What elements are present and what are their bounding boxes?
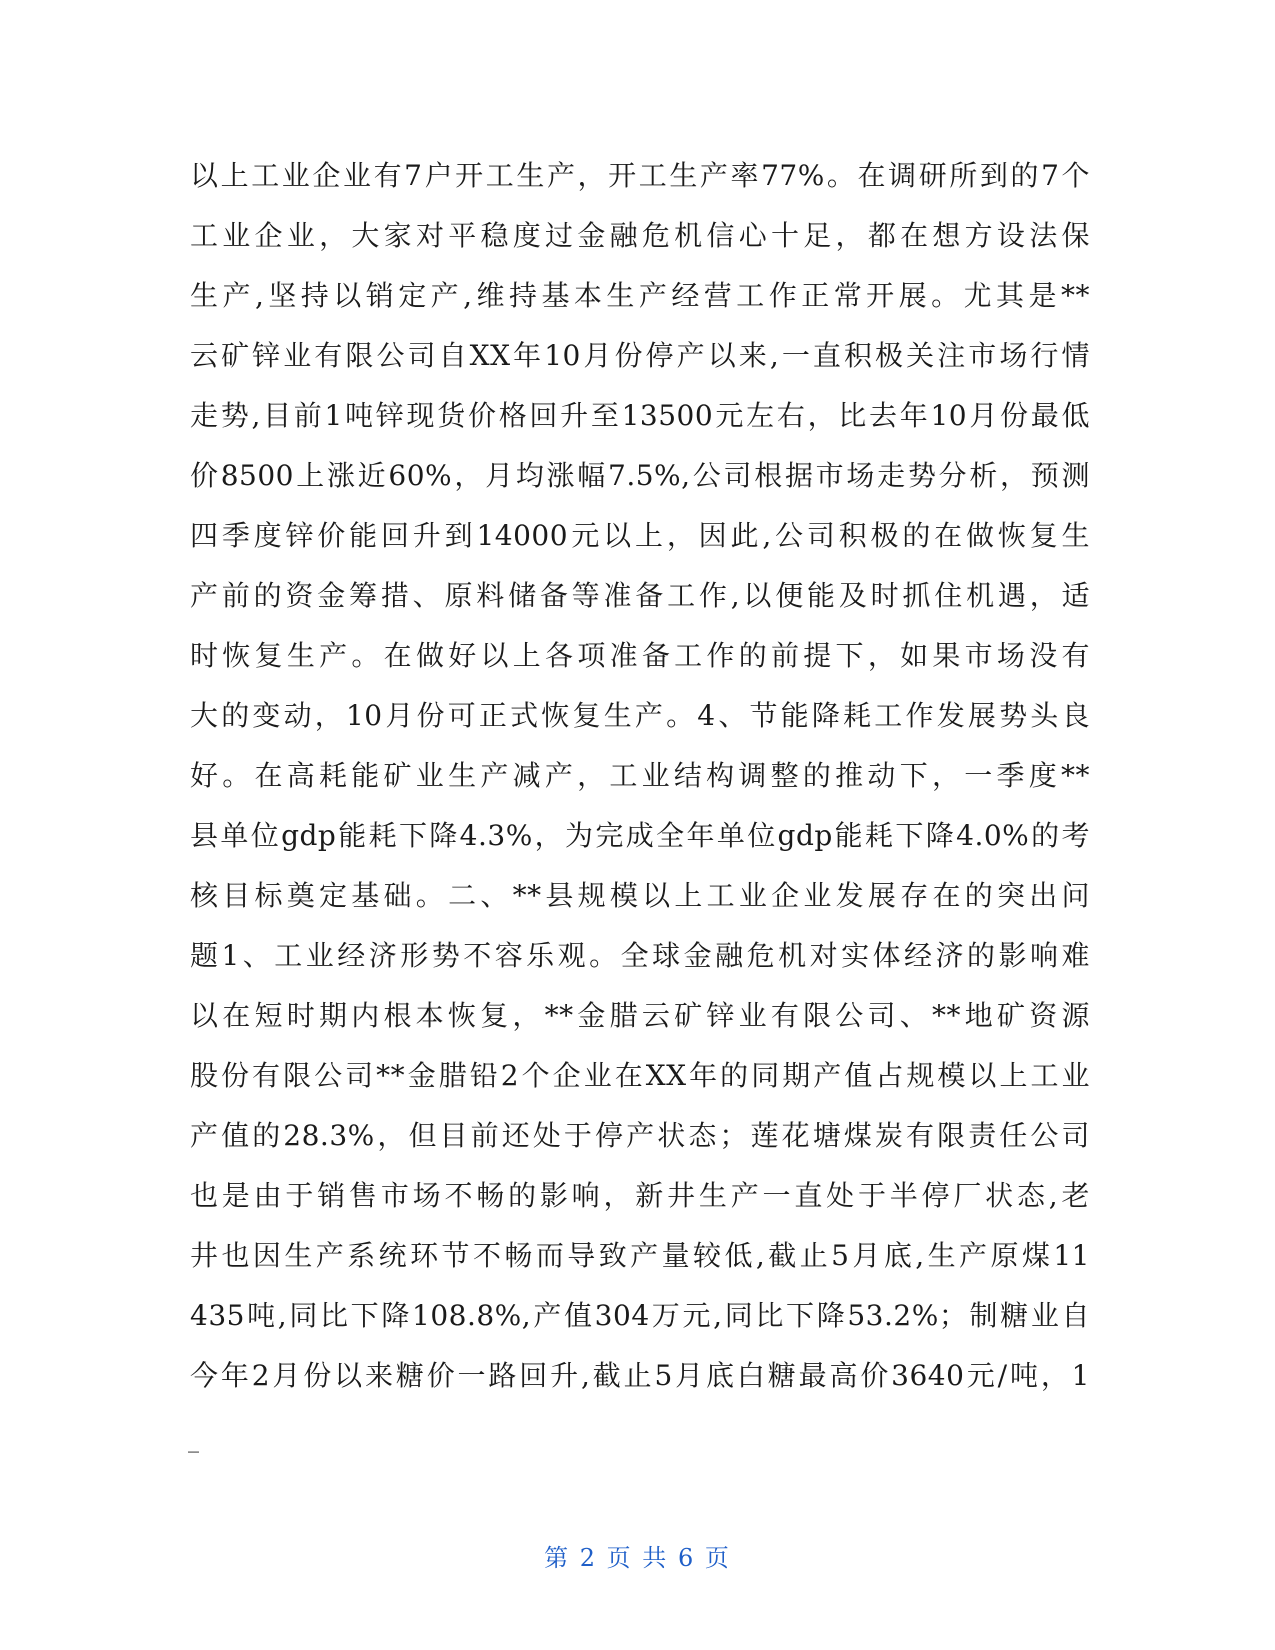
text-line: 县单位gdp能耗下降4.3%，为完成全年单位gdp能耗下降4.0%的考 [190,819,1090,852]
text-line: 今年2月份以来糖价一路回升,截止5月底白糖最高价3640元/吨，1 [190,1359,1090,1392]
text-line: 以在短时期内根本恢复，**金腊云矿锌业有限公司、**地矿资源 [190,999,1090,1032]
text-line: 股份有限公司**金腊铅2个企业在XX年的同期产值占规模以上工业 [190,1059,1090,1092]
text-line: 工业企业，大家对平稳度过金融危机信心十足，都在想方设法保 [190,219,1090,252]
text-line: 题1、工业经济形势不容乐观。全球金融危机对实体经济的影响难 [190,939,1090,972]
text-line: 时恢复生产。在做好以上各项准备工作的前提下，如果市场没有 [190,639,1090,672]
text-line: 大的变动，10月份可正式恢复生产。4、节能降耗工作发展势头良 [190,699,1090,732]
text-line: 435吨,同比下降108.8%,产值304万元,同比下降53.2%；制糖业自 [190,1299,1090,1332]
text-line: 核目标奠定基础。二、**县规模以上工业企业发展存在的突出问 [190,879,1090,912]
trailing-mark: _ [188,1428,199,1453]
text-line: 好。在高耗能矿业生产减产，工业结构调整的推动下，一季度** [190,759,1090,792]
text-line: 井也因生产系统环节不畅而导致产量较低,截止5月底,生产原煤11 [190,1239,1090,1272]
text-line: 走势,目前1吨锌现货价格回升至13500元左右，比去年10月份最低 [190,399,1090,432]
text-line: 价8500上涨近60%，月均涨幅7.5%,公司根据市场走势分析，预测 [190,459,1090,492]
text-line: 也是由于销售市场不畅的影响，新井生产一直处于半停厂状态,老 [190,1179,1090,1212]
page-number-footer: 第 2 页 共 6 页 [544,1544,731,1572]
text-line: 以上工业企业有7户开工生产，开工生产率77%。在调研所到的7个 [190,159,1090,192]
text-line: 产前的资金筹措、原料储备等准备工作,以便能及时抓住机遇，适 [190,579,1090,612]
text-line: 产值的28.3%，但目前还处于停产状态；莲花塘煤炭有限责任公司 [190,1119,1090,1152]
text-line: 生产,坚持以销定产,维持基本生产经营工作正常开展。尤其是** [190,279,1090,312]
body-text [190,146,1090,1406]
text-line: 四季度锌价能回升到14000元以上，因此,公司积极的在做恢复生 [190,519,1090,552]
text-line: 云矿锌业有限公司自XX年10月份停产以来,一直积极关注市场行情 [190,339,1090,372]
